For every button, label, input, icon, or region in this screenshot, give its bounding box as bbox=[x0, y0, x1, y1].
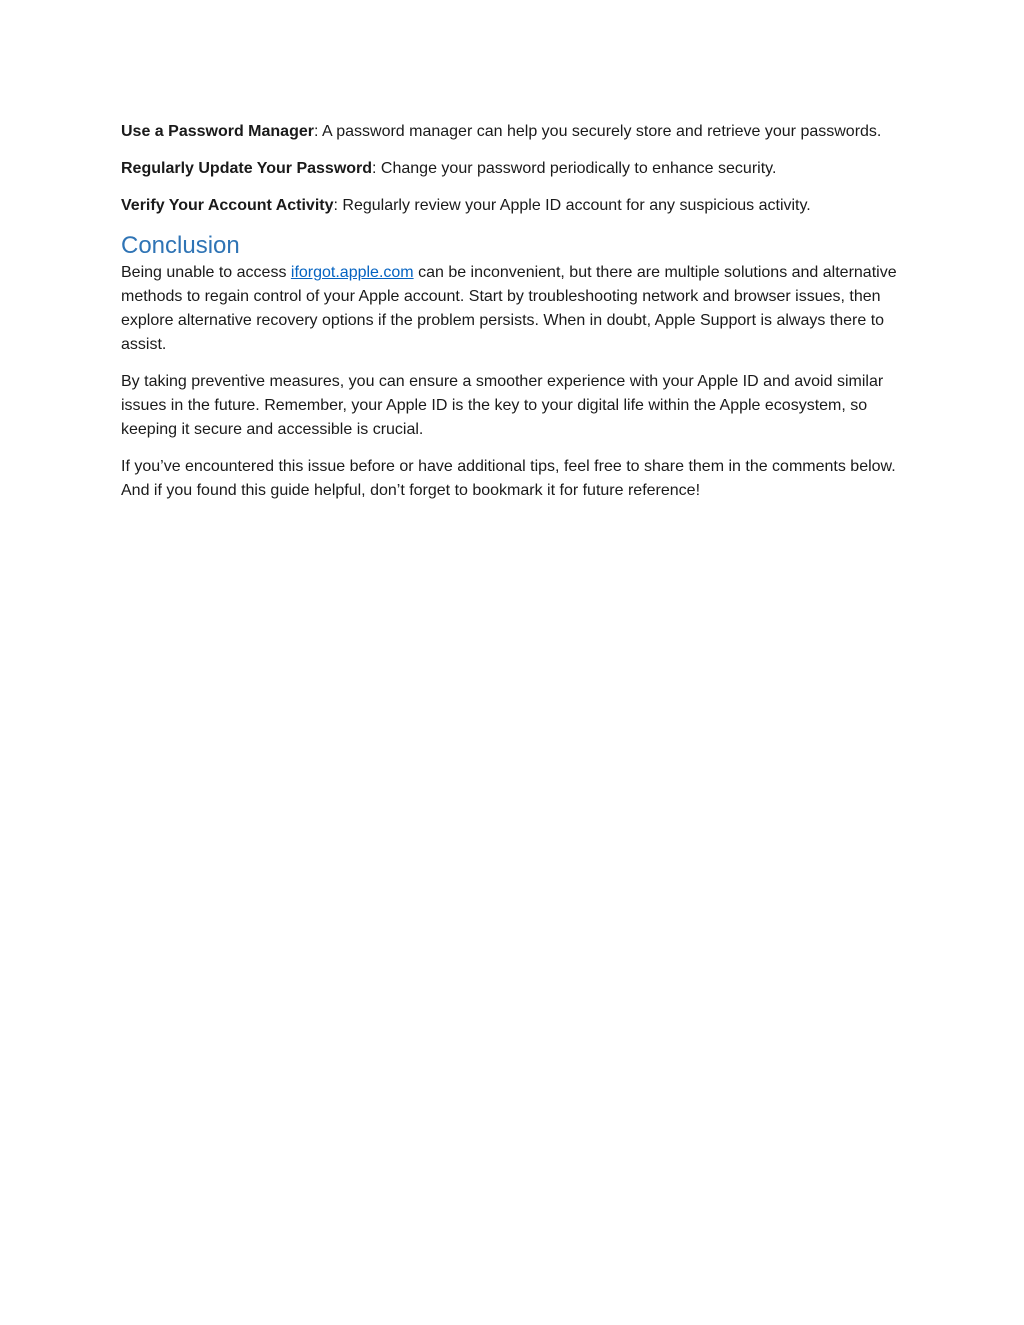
tip-term: Verify Your Account Activity bbox=[121, 197, 334, 214]
conclusion-heading: Conclusion bbox=[121, 232, 240, 259]
paragraph-text: Being unable to access bbox=[121, 264, 291, 281]
tip-password-manager bbox=[121, 120, 911, 144]
tip-term: Regularly Update Your Password bbox=[121, 160, 373, 177]
paragraph-text: can be inconvenient, but there are multiple solutions and alternative methods to regain control of your Apple account. Start by troubleshooting network and browser issues, then explore alternative recovery options if the problem persists. When in doubt, Apple Support is always there to assist. bbox=[121, 264, 897, 353]
tip-text: : Change your password periodically to enhance security. bbox=[372, 160, 777, 177]
tip-text: : A password manager can help you securely store and retrieve your passwords. bbox=[313, 123, 882, 140]
tip-term: Use a Password Manager bbox=[121, 123, 314, 140]
iforgot-link[interactable]: iforgot.apple.com bbox=[290, 264, 414, 281]
tip-update-password bbox=[121, 157, 911, 181]
tip-verify-activity bbox=[121, 194, 911, 218]
conclusion-paragraph-3: If you’ve encountered this issue before or have additional tips, feel free to share them in the comments below. And if you found this guide helpful, don’t forget to bookmark it for future reference! bbox=[121, 458, 896, 499]
tip-text: : Regularly review your Apple ID account for any suspicious activity. bbox=[333, 197, 811, 214]
document-page bbox=[121, 120, 911, 516]
conclusion-paragraph-2: By taking preventive measures, you can ensure a smoother experience with your Apple ID and avoid similar issues in the future. Remember, your Apple ID is the key to your digital life within the Apple ecosystem, so keeping it secure and accessible is crucial. bbox=[121, 373, 884, 438]
conclusion-paragraph-1 bbox=[121, 261, 911, 357]
